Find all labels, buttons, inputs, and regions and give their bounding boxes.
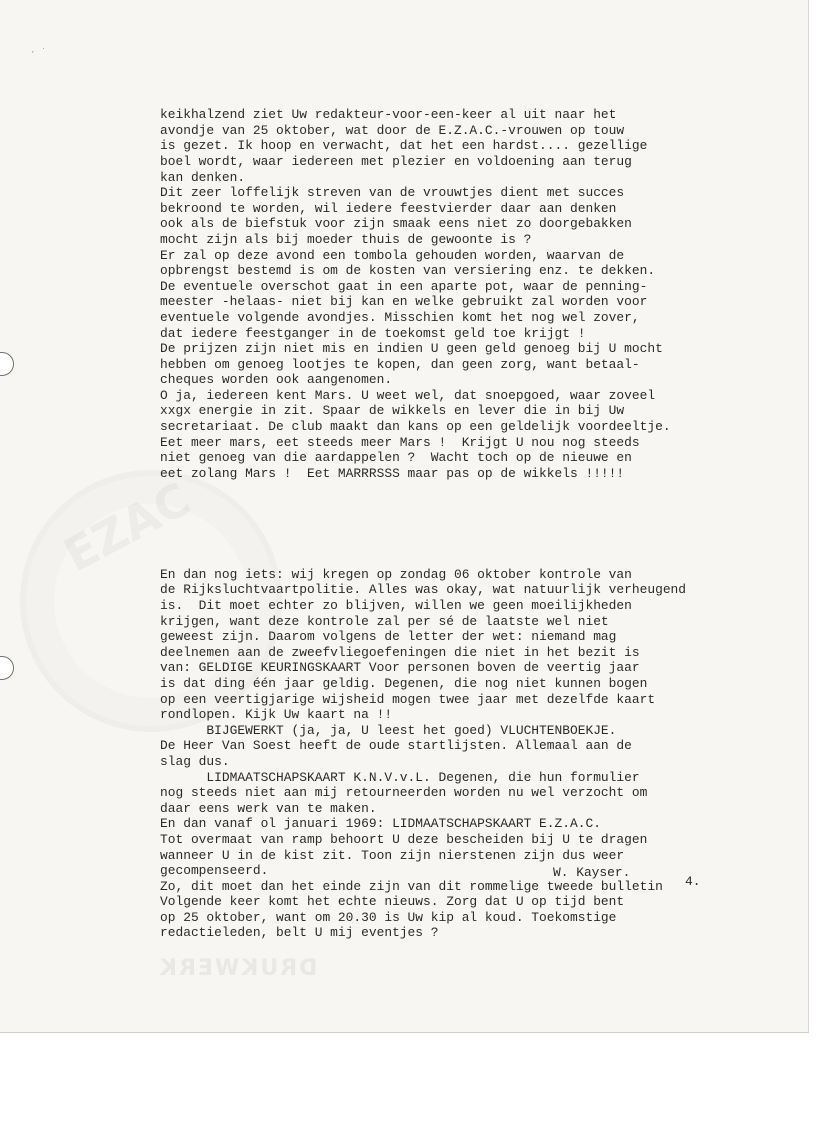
text-line: En dan vanaf ol januari 1969: LIDMAATSCHAPSKAART E.Z.A.C. — [160, 816, 601, 832]
text-line: Eet meer mars, eet steeds meer Mars ! Krijgt U nou nog steeds — [160, 434, 640, 450]
typed-letter-body — [160, 76, 740, 972]
text-line: En dan nog iets: wij kregen op zondag 06 oktober kontrole van — [160, 566, 632, 582]
punch-hole-lower — [0, 656, 14, 680]
text-line: redactieleden, belt U mij eventjes ? — [160, 925, 439, 941]
text-line: Volgende keer komt het echte nieuws. Zorg dat U op tijd bent — [160, 894, 625, 910]
text-line: avondje van 25 oktober, wat door de E.Z.A.C.-vrouwen op touw — [160, 122, 625, 138]
text-line: secretariaat. De club maakt dan kans op een geldelijk voordeeltje. — [160, 419, 671, 435]
text-line: De eventuele overschot gaat in een aparte pot, waar de penning- — [160, 278, 648, 294]
text-line: nog steeds niet aan mij retourneerden worden nu wel verzocht om — [160, 785, 648, 801]
text-line: O ja, iedereen kent Mars. U weet wel, dat snoepgoed, waar zoveel — [160, 387, 656, 403]
text-line: daar eens werk van te maken. — [160, 800, 377, 816]
text-line: rondlopen. Kijk Uw kaart na !! — [160, 707, 393, 723]
text-line: BIJGEWERKT (ja, ja, U leest het goed) VLUCHTENBOEKJE. — [160, 722, 617, 738]
text-line: eet zolang Mars ! Eet MARRRSSS maar pas op de wikkels !!!!! — [160, 465, 625, 481]
text-line: wanneer U in de kist zit. Toon zijn nierstenen zijn dus weer — [160, 847, 625, 863]
text-line: de Rijksluchtvaartpolitie. Alles was okay, wat natuurlijk verheugend — [160, 582, 687, 598]
text-line: deelnemen aan de zweefvliegoefeningen die niet in het bezit is — [160, 644, 640, 660]
text-line: bekroond te worden, wil iedere feestvierder daar aan denken — [160, 200, 617, 216]
text-line: op 25 oktober, want om 20.30 is Uw kip al koud. Toekomstige — [160, 909, 617, 925]
text-line: Er zal op deze avond een tombola gehouden worden, waarvan de — [160, 247, 625, 263]
text-line: is. Dit moet echter zo blijven, willen we geen moeilijkheden — [160, 598, 632, 613]
paper-specks: · ˙ — [30, 48, 47, 58]
text-line: opbrengst bestemd is om de kosten van versiering enz. te dekken. — [160, 263, 656, 279]
text-line: dat iedere feestganger in de toekomst geld toe krijgt ! — [160, 325, 586, 341]
text-line: meester -helaas- niet bij kan en welke gebruikt zal worden voor — [160, 294, 648, 310]
punch-hole-upper — [0, 352, 14, 376]
text-line: De prijzen zijn niet mis en indien U geen geld genoeg bij U mocht — [160, 341, 663, 357]
text-line: hebben om genoeg lootjes te kopen, dan geen zorg, want betaal- — [160, 356, 640, 372]
text-line: van: GELDIGE KEURINGSKAART Voor personen boven de veertig jaar — [160, 660, 640, 676]
faded-stamp-lettering: EZAC — [55, 471, 199, 583]
signature: W. Kayser. — [553, 865, 631, 880]
text-line: boel wordt, waar iedereen met plezier en voldoening aan terug — [160, 153, 632, 169]
text-line: keikhalzend ziet Uw redakteur-voor-een-keer al uit naar het — [160, 107, 617, 123]
text-line: Dit zeer loffelijk streven van de vrouwtjes dient met succes — [160, 185, 625, 201]
text-line: mocht zijn als bij moeder thuis de gewoonte is ? — [160, 231, 532, 247]
text-line: ook als de biefstuk voor zijn smaak eens niet zo doorgebakken — [160, 216, 632, 232]
text-line: is dat ding één jaar geldig. Degenen, die nog niet kunnen bogen — [160, 675, 648, 691]
paragraph-2 — [160, 567, 740, 941]
text-line: geweest zijn. Daarom volgens de letter der wet: niemand mag — [160, 629, 617, 645]
bleed-through-ink: DRUKWERK — [158, 956, 318, 981]
paragraph-1 — [160, 107, 740, 481]
text-line: is gezet. Ik hoop en verwacht, dat het een hardst.... gezellige — [160, 138, 648, 154]
text-line: xxgx energie in zit. Spaar de wikkels en lever die in bij Uw — [160, 403, 625, 419]
text-line: slag dus. — [160, 753, 230, 769]
text-line: kan denken. — [160, 169, 246, 185]
text-line: De Heer Van Soest heeft de oude startlijsten. Allemaal aan de — [160, 738, 632, 754]
text-line: gecompenseerd. — [160, 863, 269, 879]
text-line: niet genoeg van die aardappelen ? Wacht toch op de nieuwe en — [160, 450, 632, 466]
text-line: eventuele volgende avondjes. Misschien komt het nog wel zover, — [160, 309, 640, 325]
text-line: op een veertigjarige wijsheid mogen twee jaar met dezelfde kaart — [160, 691, 656, 707]
text-line: krijgen, want deze kontrole zal per sé de laatste wel niet — [160, 613, 609, 629]
text-line: LIDMAATSCHAPSKAART K.N.V.v.L. Degenen, die hun formulier — [160, 769, 640, 785]
text-line: Zo, dit moet dan het einde zijn van dit rommelige tweede bulletin — [160, 878, 663, 894]
text-line: cheques worden ook aangenomen. — [160, 372, 393, 388]
text-line: Tot overmaat van ramp behoort U deze bescheiden bij U te dragen — [160, 831, 648, 847]
page-number: 4. — [685, 874, 701, 889]
